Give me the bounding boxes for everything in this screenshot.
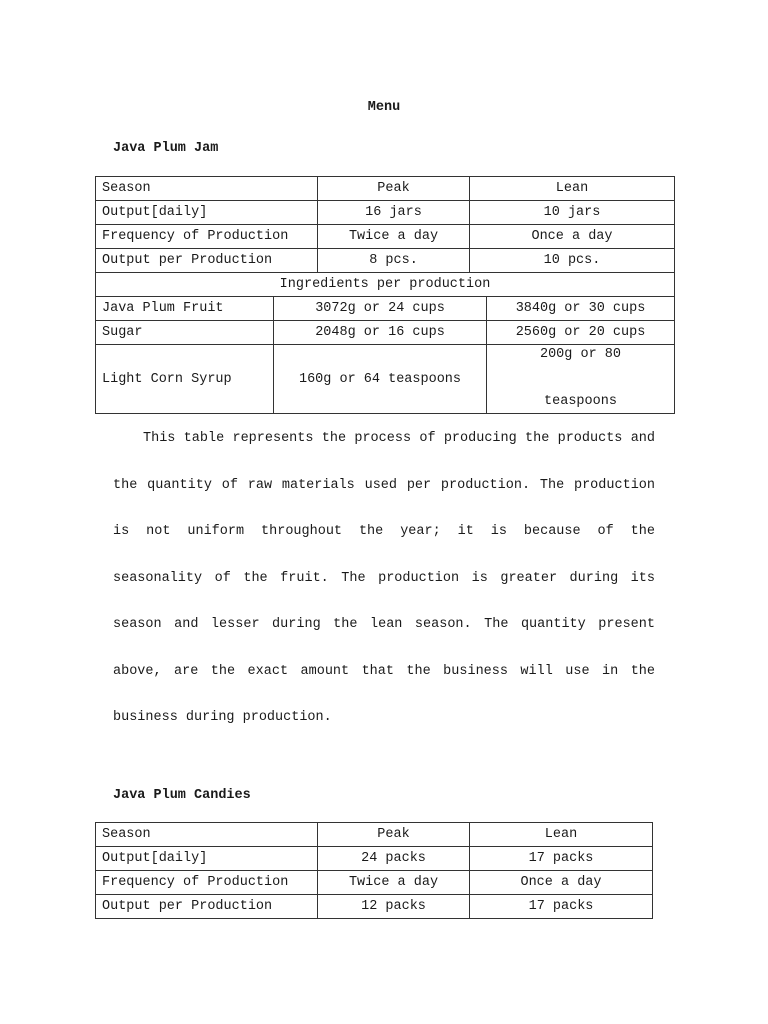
jam-heading: Java Plum Jam <box>113 141 219 156</box>
paragraph-text: This table represents the process of producing the products and the quantity of raw materials used per production. The production is not uniform throughout the year; it is because of the seasonality of the fruit. The production is greater during its season and lesser during the lean season. The quantity present above, are the exact amount that the business will use in the business during production. <box>113 431 655 725</box>
table-cell: Twice a day <box>318 871 470 895</box>
table-cell: Sugar <box>96 321 274 345</box>
table-cell: Output[daily] <box>96 847 318 871</box>
table-cell: Light Corn Syrup <box>96 345 274 414</box>
table-row <box>96 847 653 871</box>
table-cell: Twice a day <box>318 225 470 249</box>
table-cell: Frequency of Production <box>96 225 318 249</box>
table-cell <box>487 345 675 414</box>
table-cell: 17 packs <box>470 847 653 871</box>
syrup-lean-line2: teaspoons <box>544 394 617 409</box>
table-cell: Season <box>96 823 318 847</box>
table-cell: 160g or 64 teaspoons <box>274 345 487 414</box>
document-title: Menu <box>367 100 401 115</box>
candies-table <box>95 822 653 919</box>
table-cell: 2560g or 20 cups <box>487 321 675 345</box>
table-cell: 2048g or 16 cups <box>274 321 487 345</box>
table-cell: Peak <box>318 177 470 201</box>
table-cell: Frequency of Production <box>96 871 318 895</box>
table-row <box>96 345 675 414</box>
table-row <box>96 321 675 345</box>
table-cell: Lean <box>470 177 675 201</box>
table-cell: 12 packs <box>318 895 470 919</box>
candies-heading: Java Plum Candies <box>113 788 251 803</box>
table-row <box>96 823 653 847</box>
table-cell: 3840g or 30 cups <box>487 297 675 321</box>
table-row <box>96 871 653 895</box>
table-cell: 3072g or 24 cups <box>274 297 487 321</box>
table-row <box>96 201 675 225</box>
table-cell: Output per Production <box>96 249 318 273</box>
table-cell: Output per Production <box>96 895 318 919</box>
table-cell: Output[daily] <box>96 201 318 225</box>
table-cell: 17 packs <box>470 895 653 919</box>
table-cell: 10 jars <box>470 201 675 225</box>
table-cell: 16 jars <box>318 201 470 225</box>
jam-ingredients-table <box>95 296 675 414</box>
table-row <box>96 895 653 919</box>
table-cell: 10 pcs. <box>470 249 675 273</box>
table-cell: 8 pcs. <box>318 249 470 273</box>
table-cell: 24 packs <box>318 847 470 871</box>
syrup-lean-line1: 200g or 80 <box>539 347 621 362</box>
description-paragraph <box>113 416 655 742</box>
table-cell: Once a day <box>470 225 675 249</box>
table-cell: Java Plum Fruit <box>96 297 274 321</box>
table-row <box>96 225 675 249</box>
table-row <box>96 249 675 273</box>
table-cell: Peak <box>318 823 470 847</box>
table-row <box>96 177 675 201</box>
table-cell: Season <box>96 177 318 201</box>
table-row <box>96 273 675 297</box>
table-cell: Once a day <box>470 871 653 895</box>
jam-table <box>95 176 675 297</box>
table-cell: Lean <box>470 823 653 847</box>
table-row <box>96 297 675 321</box>
ingredients-label: Ingredients per production <box>96 273 675 297</box>
